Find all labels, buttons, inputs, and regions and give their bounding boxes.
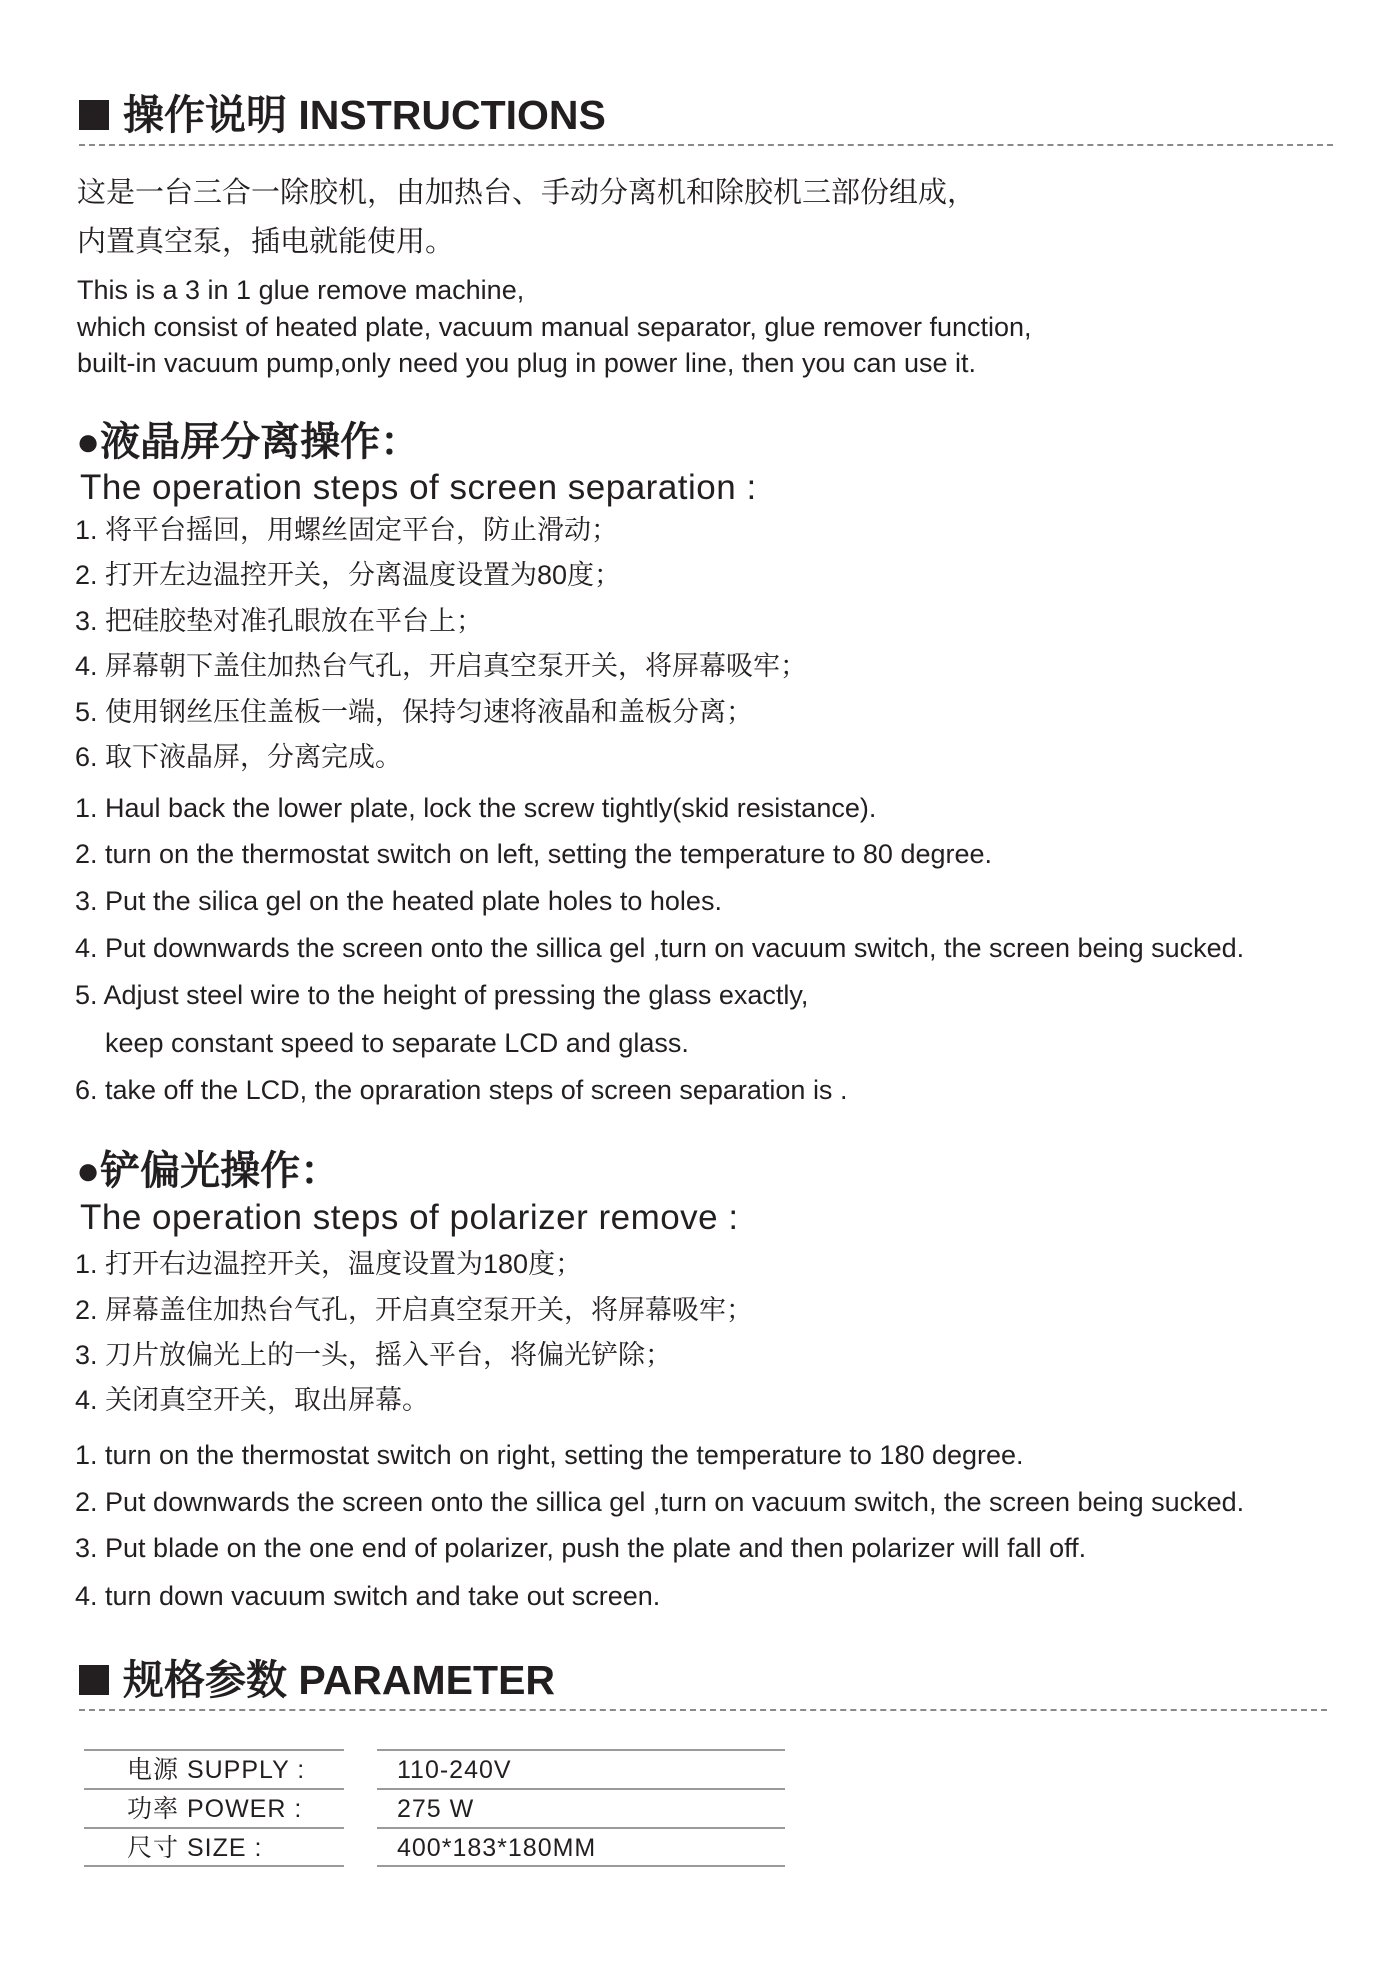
square-bullet-icon (79, 1665, 109, 1695)
separation-step-en: 4. Put downwards the screen onto the sillica gel ,turn on vacuum switch, the screen being sucked. (75, 933, 1245, 963)
intro-cn-1: 这是一台三合一除胶机，由加热台、手动分离机和除胶机三部份组成， (77, 177, 977, 209)
param-label-power: 功率 POWER : (127, 1795, 303, 1823)
separation-subtitle: The operation steps of screen separation : (80, 468, 757, 507)
table-rule (377, 1827, 785, 1829)
intro-en-2: which consist of heated plate, vacuum manual separator, glue remover function, (77, 312, 1032, 342)
param-value-supply: 110-240V (397, 1756, 512, 1784)
polarizer-step-en: 2. Put downwards the screen onto the sillica gel ,turn on vacuum switch, the screen being sucked. (75, 1487, 1245, 1517)
table-rule (377, 1788, 785, 1790)
instructions-heading (79, 93, 606, 137)
square-bullet-icon (79, 100, 109, 130)
param-value-power: 275 W (397, 1795, 475, 1823)
separation-step-cn: 5. 使用钢丝压住盖板一端，保持匀速将液晶和盖板分离； (75, 697, 754, 727)
separation-step-cn: 6. 取下液晶屏，分离完成。 (75, 742, 403, 772)
separation-step-en: 6. take off the LCD, the opraration steps of screen separation is . (75, 1075, 848, 1105)
param-value-size: 400*183*180MM (397, 1834, 597, 1862)
polarizer-subtitle: The operation steps of polarizer remove : (80, 1198, 739, 1237)
polarizer-step-cn: 4. 关闭真空开关，取出屏幕。 (75, 1385, 430, 1415)
table-rule (84, 1788, 344, 1790)
intro-cn-2: 内置真空泵，插电就能使用。 (77, 226, 455, 258)
separation-step-cn: 4. 屏幕朝下盖住加热台气孔，开启真空泵开关，将屏幕吸牢； (75, 651, 808, 681)
separation-heading: ●液晶屏分离操作： (76, 420, 421, 464)
table-rule (84, 1865, 344, 1867)
polarizer-step-en: 1. turn on the thermostat switch on right, setting the temperature to 180 degree. (75, 1440, 1024, 1470)
polarizer-step-en: 3. Put blade on the one end of polarizer, push the plate and then polarizer will fall off. (75, 1533, 1087, 1563)
separation-step-cn: 3. 把硅胶垫对准孔眼放在平台上； (75, 606, 484, 636)
polarizer-heading: ●铲偏光操作： (76, 1149, 341, 1193)
param-label-size: 尺寸 SIZE : (127, 1834, 263, 1862)
intro-en-1: This is a 3 in 1 glue remove machine, (77, 275, 525, 305)
instructions-title: 操作说明 INSTRUCTIONS (123, 92, 606, 138)
table-rule (377, 1749, 785, 1751)
separation-step-cn: 2. 打开左边温控开关，分离温度设置为80度； (75, 560, 622, 590)
polarizer-step-cn: 3. 刀片放偏光上的一头，摇入平台，将偏光铲除； (75, 1340, 673, 1370)
table-rule (377, 1865, 785, 1867)
polarizer-step-cn: 2. 屏幕盖住加热台气孔，开启真空泵开关，将屏幕吸牢； (75, 1295, 754, 1325)
intro-en-3: built-in vacuum pump,only need you plug in power line, then you can use it. (77, 348, 977, 378)
separation-step-cn: 1. 将平台摇回，用螺丝固定平台，防止滑动； (75, 515, 619, 545)
separation-step-en-cont: keep constant speed to separate LCD and glass. (105, 1028, 689, 1058)
separation-step-en: 1. Haul back the lower plate, lock the screw tightly(skid resistance). (75, 793, 877, 823)
separation-step-en: 5. Adjust steel wire to the height of pressing the glass exactly, (75, 980, 809, 1010)
divider (79, 144, 1333, 146)
table-rule (84, 1827, 344, 1829)
parameter-heading (79, 1658, 555, 1702)
polarizer-step-en: 4. turn down vacuum switch and take out screen. (75, 1581, 661, 1611)
separation-step-en: 3. Put the silica gel on the heated plate holes to holes. (75, 886, 722, 916)
table-rule (84, 1749, 344, 1751)
divider (79, 1709, 1327, 1711)
parameter-title: 规格参数 PARAMETER (123, 1657, 556, 1703)
polarizer-step-cn: 1. 打开右边温控开关，温度设置为180度； (75, 1249, 583, 1279)
param-label-supply: 电源 SUPPLY : (127, 1756, 306, 1784)
separation-step-en: 2. turn on the thermostat switch on left, setting the temperature to 80 degree. (75, 839, 993, 869)
